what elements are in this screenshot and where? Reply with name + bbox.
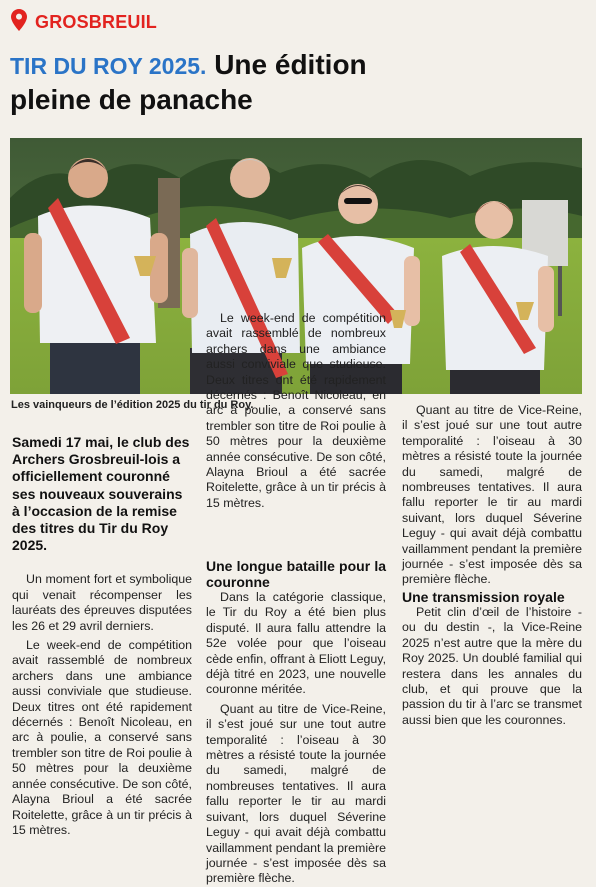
- section-location: GROSBREUIL: [35, 12, 158, 32]
- article-headline: [10, 48, 430, 117]
- paragraph-5: Petit clin d’œil de l’histoire - ou du destin -, la Vice-Reine 2025 n’est autre que la mère du Roy 2025. Un doublé familial qui restera dans les annales du club, et qui prouve que la passion du tir à l’arc se transmet aussi bien que les couronnes.: [402, 605, 582, 727]
- paragraph-4: Quant au titre de Vice-Reine, il s’est joué sur une tout autre temporalité : l’oiseau à 30 mètres a résisté toute la journée du samedi, malgré de nombreuses tentatives. Il aura fallu reporter le tir au mardi suivant, lors duquel Séverine Leguy - qui avait déjà combattu vaillamment pendant la première journée - s’est imposée dès sa première flèche.: [206, 701, 386, 886]
- column-2: [206, 311, 387, 886]
- headline-title-part2: pleine de panache: [10, 84, 253, 115]
- article-lead: Samedi 17 mai, le club des Archers Grosbreuil-lois a officiellement couronné ses nouveaux souverains à l’occasion de la remise des titres du Tir du Roy 2025.: [12, 434, 190, 554]
- paragraph-1: Un moment fort et symbolique qui venait récompenser les lauréats des épreuves disputées les 26 et 29 avril derniers.: [12, 572, 192, 633]
- photo-caption: Les vainqueurs de l’édition 2025 du tir du Roy.: [11, 399, 254, 411]
- paragraph-4-continued: [402, 403, 582, 587]
- paragraph-4-tail: Quant au titre de Vice-Reine, il s’est joué sur une tout autre temporalité : l’oiseau à 30 mètres a résisté toute la journée du samedi, malgré de nombreuses tentatives. Il aura fallu reporter le tir au mardi suivant, lors duquel Séverine Leguy - qui avait déjà combattu vaillamment pendant la première journée - s’est imposée dès sa première flèche.: [402, 403, 582, 587]
- subhead-longue-bataille: Une longue bataille pour la couronne: [206, 558, 386, 590]
- column-1: [12, 434, 192, 837]
- paragraph-2-tail: Le week-end de compétition avait rassemblé de nombreux archers dans une ambiance aussi conviviale que studieuse. Deux titres ont été rapidement décernés : Benoît Nicoleau, en arc à poulie, a conservé sans trembler son titre de Roi poulie à 50 mètres pour la deuxième année consécutive. De son côté, Alayna Brioul a été sacrée Roitelette, grâce à un tir précis à 15 mètres.: [206, 311, 386, 510]
- subhead-transmission-royale: Une transmission royale: [402, 589, 565, 605]
- paragraph-3: Dans la catégorie classique, le Tir du Roy a été bien plus disputé. Il aura fallu attendre la 52e volée pour que l’oiseau cède enfin, offrant à Eliott Leguy, déjà titré en 2023, une nouvelle couronne méritée.: [206, 590, 387, 697]
- paragraph-2-continued: [206, 311, 386, 542]
- bleed-through-text-right: [470, 4, 590, 134]
- headline-title-part1: Une édition: [214, 49, 367, 80]
- column-3: [402, 403, 582, 728]
- headline-kicker: TIR DU ROY 2025.: [10, 53, 207, 79]
- location-pin-icon: [11, 9, 27, 31]
- paragraph-2: Le week-end de compétition avait rassemblé de nombreux archers dans une ambiance aussi conviviale que studieuse. Deux titres ont été rapidement décernés : Benoît Nicoleau, en arc à poulie, a conservé sans trembler son titre de Roi poulie à 50 mètres pour la deuxième année consécutive. De son côté, Alayna Brioul a été sacrée Roitelette, grâce à un tir précis à 15 mètres.: [12, 638, 192, 837]
